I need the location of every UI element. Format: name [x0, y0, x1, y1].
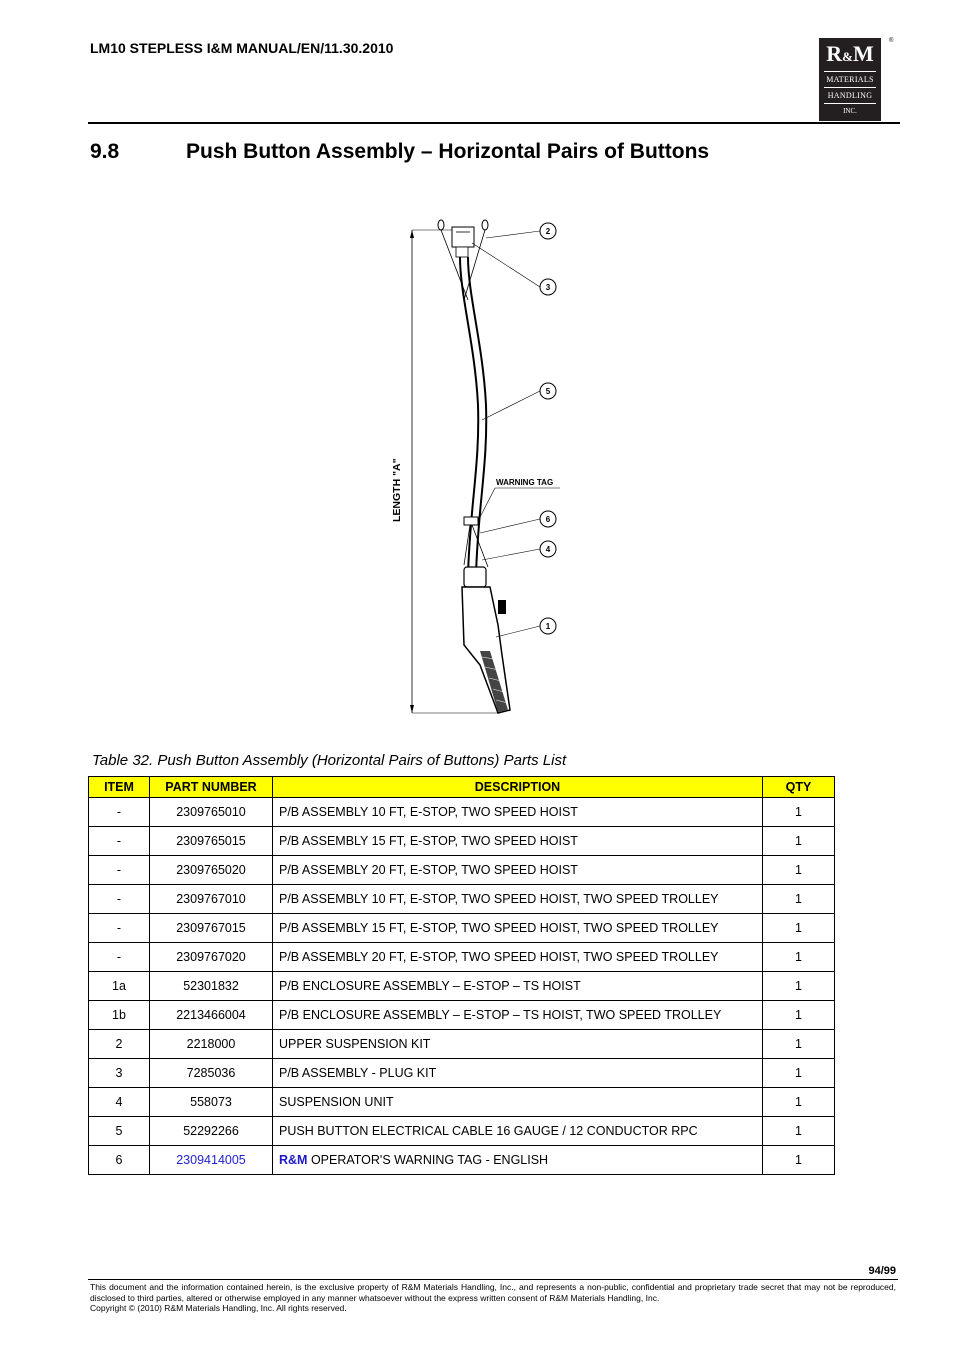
header-qty: QTY: [763, 777, 835, 798]
description-cell: R&M OPERATOR'S WARNING TAG - ENGLISH: [273, 1146, 763, 1175]
part-number-cell: 2309765020: [150, 856, 273, 885]
table-header-row: [89, 777, 835, 798]
part-number-link[interactable]: 2309414005: [150, 1146, 273, 1175]
description-cell: P/B ASSEMBLY 10 FT, E-STOP, TWO SPEED HOIST, TWO SPEED TROLLEY: [273, 885, 763, 914]
table-row: [89, 1001, 835, 1030]
part-number-cell: 558073: [150, 1088, 273, 1117]
callout-2: [540, 223, 556, 239]
item-cell: 2: [89, 1030, 150, 1059]
qty-cell: 1: [763, 1088, 835, 1117]
item-cell: -: [89, 798, 150, 827]
table-row: [89, 1146, 835, 1175]
description-cell: P/B ASSEMBLY 15 FT, E-STOP, TWO SPEED HOIST, TWO SPEED TROLLEY: [273, 914, 763, 943]
description-cell: P/B ASSEMBLY 20 FT, E-STOP, TWO SPEED HOIST, TWO SPEED TROLLEY: [273, 943, 763, 972]
table-row: [89, 914, 835, 943]
part-number-cell: 2218000: [150, 1030, 273, 1059]
part-number-cell: 2309765010: [150, 798, 273, 827]
table-row: [89, 885, 835, 914]
part-number-cell: 7285036: [150, 1059, 273, 1088]
callout-6: [540, 511, 556, 527]
svg-text:4: 4: [545, 545, 551, 554]
qty-cell: 1: [763, 885, 835, 914]
qty-cell: 1: [763, 798, 835, 827]
item-cell: 5: [89, 1117, 150, 1146]
qty-cell: 1: [763, 972, 835, 1001]
item-cell: -: [89, 885, 150, 914]
page-number: 94/99: [868, 1265, 896, 1277]
footer-notice: This document and the information contained herein, is the exclusive property of R&M Materials Handling, Inc., and represents a non-public, confidential and proprietary trade secret that may not be reproduced, disclosed to third parties, altered or otherwise employed in any manner whatsoever without the express written consent of R&M Materials Handling, Inc. Copyright © (2010) R&M Materials Handling, Inc. All rights reserved.: [90, 1282, 896, 1313]
qty-cell: 1: [763, 1030, 835, 1059]
description-cell: PUSH BUTTON ELECTRICAL CABLE 16 GAUGE / 12 CONDUCTOR RPC: [273, 1117, 763, 1146]
table-row: [89, 1117, 835, 1146]
header-description: DESCRIPTION: [273, 777, 763, 798]
svg-text:2: 2: [545, 227, 551, 236]
item-cell: -: [89, 856, 150, 885]
copyright: Copyright © (2010) R&M Materials Handling, Inc. All rights reserved.: [90, 1303, 347, 1313]
table-row: [89, 798, 835, 827]
description-cell: SUSPENSION UNIT: [273, 1088, 763, 1117]
section-number: 9.8: [90, 140, 120, 163]
item-cell: 3: [89, 1059, 150, 1088]
item-cell: -: [89, 943, 150, 972]
qty-cell: 1: [763, 1146, 835, 1175]
table-row: [89, 856, 835, 885]
description-cell: P/B ASSEMBLY 10 FT, E-STOP, TWO SPEED HOIST: [273, 798, 763, 827]
part-number-cell: 2309767020: [150, 943, 273, 972]
callout-3: [540, 279, 556, 295]
item-cell: -: [89, 827, 150, 856]
part-number-cell: 2213466004: [150, 1001, 273, 1030]
qty-cell: 1: [763, 1059, 835, 1088]
callout-1: [540, 618, 556, 634]
item-cell: 4: [89, 1088, 150, 1117]
part-number-cell: 2309767015: [150, 914, 273, 943]
qty-cell: 1: [763, 943, 835, 972]
length-label: LENGTH "A": [391, 458, 403, 522]
qty-cell: 1: [763, 856, 835, 885]
push-button-assembly-diagram: [360, 205, 600, 725]
table-row: [89, 1088, 835, 1117]
callout-4: [540, 541, 556, 557]
table-row: [89, 1030, 835, 1059]
part-number-cell: 52292266: [150, 1117, 273, 1146]
table-row: [89, 943, 835, 972]
table-caption: Table 32. Push Button Assembly (Horizontal Pairs of Buttons) Parts List: [92, 752, 567, 769]
qty-cell: 1: [763, 827, 835, 856]
header-divider: [88, 122, 900, 124]
part-number-cell: 2309767010: [150, 885, 273, 914]
qty-cell: 1: [763, 1117, 835, 1146]
table-row: [89, 1059, 835, 1088]
section-title: Push Button Assembly – Horizontal Pairs of Buttons: [186, 140, 710, 163]
svg-text:6: 6: [545, 515, 551, 524]
brand-text: R&M: [279, 1153, 308, 1167]
svg-text:3: 3: [545, 283, 551, 292]
parts-list-table: [88, 776, 835, 1175]
table-row: [89, 972, 835, 1001]
document-header-title: LM10 STEPLESS I&M MANUAL/EN/11.30.2010: [90, 40, 394, 56]
qty-cell: 1: [763, 1001, 835, 1030]
footer-divider: [88, 1279, 898, 1280]
item-cell: 6: [89, 1146, 150, 1175]
description-cell: P/B ENCLOSURE ASSEMBLY – E-STOP – TS HOIST: [273, 972, 763, 1001]
item-cell: -: [89, 914, 150, 943]
item-cell: 1a: [89, 972, 150, 1001]
description-cell: UPPER SUSPENSION KIT: [273, 1030, 763, 1059]
header-item: ITEM: [89, 777, 150, 798]
description-cell: P/B ASSEMBLY - PLUG KIT: [273, 1059, 763, 1088]
svg-text:5: 5: [545, 387, 551, 396]
description-cell: P/B ASSEMBLY 20 FT, E-STOP, TWO SPEED HOIST: [273, 856, 763, 885]
qty-cell: 1: [763, 914, 835, 943]
description-cell: P/B ASSEMBLY 15 FT, E-STOP, TWO SPEED HOIST: [273, 827, 763, 856]
description-cell: P/B ENCLOSURE ASSEMBLY – E-STOP – TS HOIST, TWO SPEED TROLLEY: [273, 1001, 763, 1030]
callout-5: [540, 383, 556, 399]
warning-tag-label: WARNING TAG: [496, 478, 554, 487]
item-cell: 1b: [89, 1001, 150, 1030]
registered-mark: ®: [889, 38, 894, 44]
header-part-number: PART NUMBER: [150, 777, 273, 798]
part-number-cell: 2309765015: [150, 827, 273, 856]
part-number-cell: 52301832: [150, 972, 273, 1001]
table-row: [89, 827, 835, 856]
rm-logo: R&M MATERIALS HANDLING INC.: [819, 38, 881, 121]
svg-text:1: 1: [545, 622, 551, 631]
